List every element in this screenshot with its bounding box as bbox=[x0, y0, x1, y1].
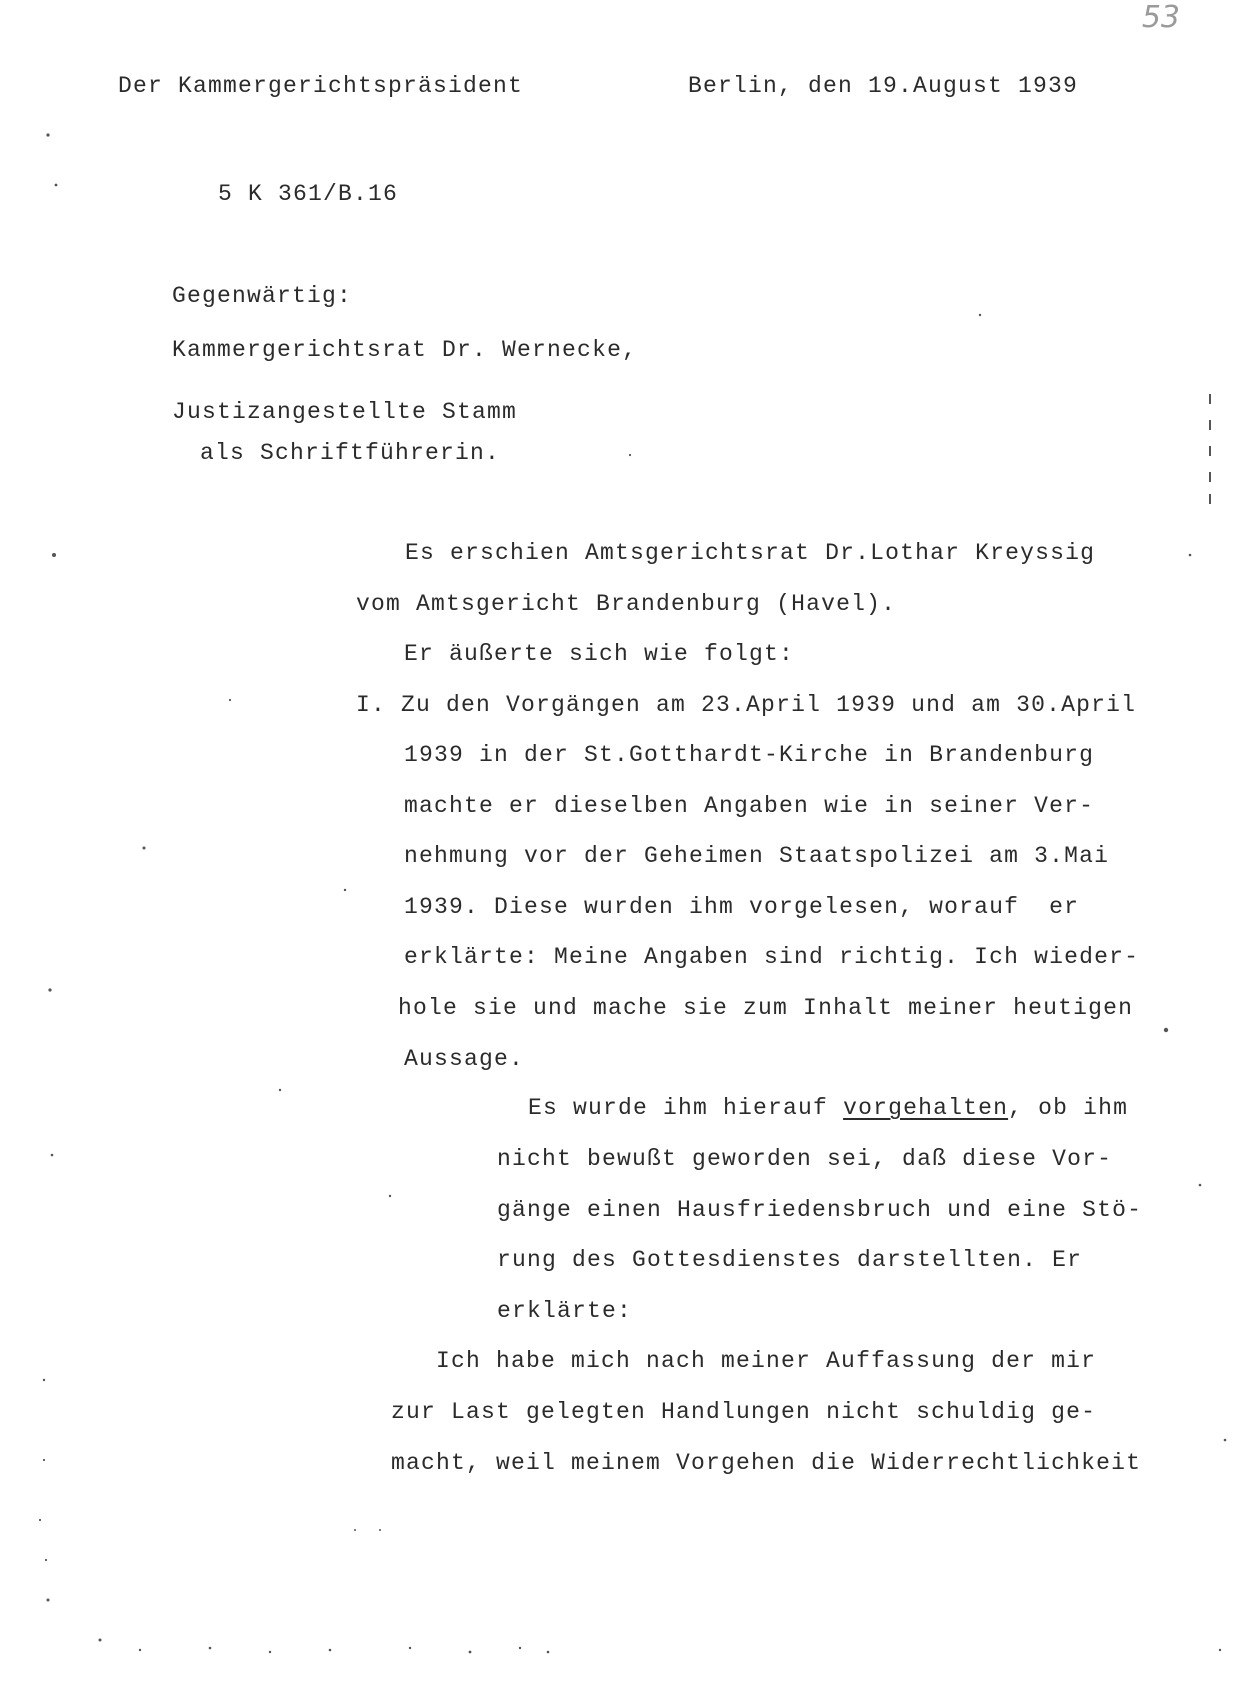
paragraph-3-line: Ich habe mich nach meiner Auffassung der mir bbox=[436, 1348, 1097, 1374]
page-number: 53 bbox=[1141, 0, 1180, 35]
paragraph-2-line: gänge einen Hausfriedensbruch und eine Stö- bbox=[497, 1197, 1143, 1223]
issuing-authority: Der Kammergerichtspräsident bbox=[118, 73, 524, 99]
court-clerk: Justizangestellte Stamm bbox=[172, 399, 518, 425]
paragraph-2-line: erklärte: bbox=[497, 1298, 633, 1324]
section-1-line: erklärte: Meine Angaben sind richtig. Ich wieder- bbox=[404, 944, 1140, 970]
intro-line-1: Es erschien Amtsgerichtsrat Dr.Lothar Kreyssig bbox=[405, 540, 1096, 566]
paragraph-2-line: nicht bewußt geworden sei, daß diese Vor- bbox=[497, 1146, 1113, 1172]
section-1-line: 1939 in der St.Gotthardt-Kirche in Brandenburg bbox=[404, 742, 1095, 768]
place-and-date: Berlin, den 19.August 1939 bbox=[688, 73, 1079, 99]
present-heading: Gegenwärtig: bbox=[172, 283, 353, 309]
intro-line-3: Er äußerte sich wie folgt: bbox=[404, 641, 795, 667]
underlined-word: vorgehalten bbox=[843, 1095, 1009, 1121]
file-number: 5 K 361/B.16 bbox=[218, 181, 399, 207]
clerk-role: als Schriftführerin. bbox=[200, 440, 501, 466]
section-1-line: nehmung vor der Geheimen Staatspolizei am 3.Mai bbox=[404, 843, 1110, 869]
section-1-line: Aussage. bbox=[404, 1046, 525, 1072]
margin-tick-marks bbox=[1204, 390, 1220, 510]
paragraph-2-post-text: , ob ihm bbox=[1008, 1095, 1129, 1121]
paragraph-3-line: macht, weil meinem Vorgehen die Widerrechtlichkeit bbox=[391, 1450, 1142, 1476]
paragraph-2-line: rung des Gottesdienstes darstellten. Er bbox=[497, 1247, 1083, 1273]
intro-line-2: vom Amtsgericht Brandenburg (Havel). bbox=[356, 591, 897, 617]
section-1-line: hole sie und mache sie zum Inhalt meiner heutigen bbox=[398, 995, 1134, 1021]
presiding-judge: Kammergerichtsrat Dr. Wernecke, bbox=[172, 337, 638, 363]
paragraph-2-first-line bbox=[528, 1094, 1128, 1122]
paragraph-2-pre-text: Es wurde ihm hierauf bbox=[528, 1095, 844, 1121]
section-1-line: machte er dieselben Angaben wie in seiner Ver- bbox=[404, 793, 1095, 819]
section-1-line: I. Zu den Vorgängen am 23.April 1939 und am 30.April bbox=[356, 692, 1137, 718]
section-1-line: 1939. Diese wurden ihm vorgelesen, worauf er bbox=[404, 894, 1080, 920]
paragraph-3-line: zur Last gelegten Handlungen nicht schuldig ge- bbox=[391, 1399, 1097, 1425]
